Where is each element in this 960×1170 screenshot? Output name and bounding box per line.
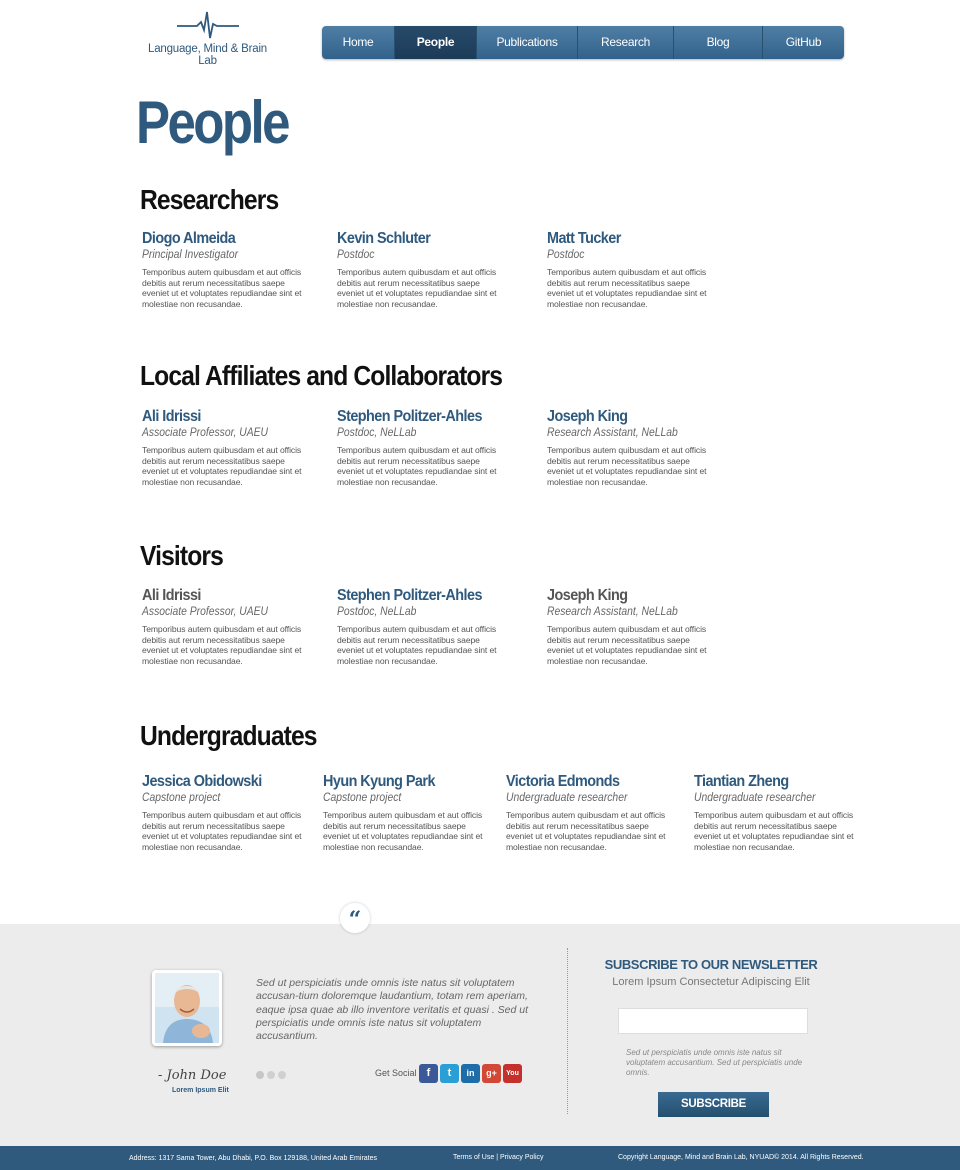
person-bio: Temporibus autem quibusdam et aut officis debitis aut rerum necessitatibus saepe eveniet ut et voluptates repudiandae sint et molestiae non recusandae. [547, 624, 707, 666]
person-card [142, 230, 322, 309]
person-name[interactable]: Kevin Schluter [337, 230, 431, 247]
pager-dot[interactable] [256, 1071, 264, 1079]
newsletter-note: Sed ut perspiciatis unde omnis iste natus sit voluptatem accusantium. Sed ut perspiciatis unde omnis. [626, 1048, 803, 1077]
person-card [142, 408, 322, 487]
testimonial-avatar-icon [155, 973, 219, 1043]
section-title-undergraduates: Undergraduates [140, 720, 317, 751]
logo[interactable] [140, 10, 275, 65]
nav-people[interactable]: People [395, 26, 477, 59]
section-title-researchers: Researchers [140, 184, 279, 215]
person-role: Associate Professor, UAEU [142, 427, 268, 439]
person-name[interactable]: Ali Idrissi [142, 408, 201, 425]
testimonial-text: Sed ut perspiciatis unde omnis iste natus sit voluptatem accusan-tium doloremque laudantium, totam rem aperiam, eaque ipsa quae ab illo inventore veritatis et quasi . Sed ut perspiciatis unde omnis iste natus sit voluptatem accusantium. [256, 977, 529, 1043]
person-card [142, 587, 322, 666]
testimonial-pager [256, 1071, 286, 1079]
testimonial-signature: - John Doe [158, 1068, 227, 1083]
person-bio: Temporibus autem quibusdam et aut officis debitis aut rerum necessitatibus saepe eveniet ut et voluptates repudiandae sint et molestiae non recusandae. [337, 267, 497, 309]
person-name[interactable]: Matt Tucker [547, 230, 621, 247]
footer-links [453, 1154, 544, 1161]
pager-dot[interactable] [278, 1071, 286, 1079]
footer-link-separator: | [496, 1154, 499, 1161]
person-card [337, 587, 517, 666]
person-role: Postdoc [547, 249, 585, 261]
heartbeat-logo-icon [177, 10, 239, 40]
person-bio: Temporibus autem quibusdam et aut officis debitis aut rerum necessitatibus saepe eveniet ut et voluptates repudiandae sint et molestiae non recusandae. [694, 810, 854, 852]
newsletter-title: SUBSCRIBE TO OUR NEWSLETTER [604, 957, 818, 972]
person-bio: Temporibus autem quibusdam et aut officis debitis aut rerum necessitatibus saepe eveniet ut et voluptates repudiandae sint et molestiae non recusandae. [547, 267, 707, 309]
person-role: Postdoc, NeLLab [337, 606, 417, 618]
avatar [152, 970, 222, 1046]
nav-home[interactable]: Home [322, 26, 395, 59]
footer-copyright: Copyright Language, Mind and Brain Lab, NYUAD© 2014. All Rights Reserved. [618, 1154, 864, 1161]
person-card [547, 408, 727, 487]
nav-github[interactable]: GitHub [785, 35, 822, 49]
person-name[interactable]: Stephen Politzer-Ahles [337, 408, 482, 425]
person-bio: Temporibus autem quibusdam et aut officis debitis aut rerum necessitatibus saepe eveniet ut et voluptates repudiandae sint et molestiae non recusandae. [337, 624, 497, 666]
person-name[interactable]: Victoria Edmonds [506, 773, 620, 790]
linkedin-icon[interactable]: in [461, 1064, 480, 1083]
person-card [547, 587, 727, 666]
testimonial-signature-subtitle: Lorem Ipsum Elit [172, 1087, 229, 1094]
main-nav [322, 26, 844, 59]
subscribe-button[interactable]: SUBSCRIBE [658, 1092, 769, 1117]
person-name[interactable]: Jessica Obidowski [142, 773, 262, 790]
person-name[interactable]: Joseph King [547, 587, 628, 604]
facebook-icon[interactable]: f [419, 1064, 438, 1083]
person-name[interactable]: Joseph King [547, 408, 628, 425]
twitter-icon[interactable]: t [440, 1064, 459, 1083]
person-card [337, 408, 517, 487]
nav-blog[interactable]: Blog [674, 26, 763, 59]
person-role: Capstone project [323, 792, 402, 804]
bottom-bar [0, 1146, 960, 1170]
person-bio: Temporibus autem quibusdam et aut officis debitis aut rerum necessitatibus saepe eveniet ut et voluptates repudiandae sint et molestiae non recusandae. [142, 810, 302, 852]
footer-address: Address: 1317 Sama Tower, Abu Dhabi, P.O. Box 129188, United Arab Emirates [129, 1155, 378, 1162]
person-card [547, 230, 727, 309]
person-card [323, 773, 503, 852]
person-bio: Temporibus autem quibusdam et aut officis debitis aut rerum necessitatibus saepe eveniet ut et voluptates repudiandae sint et molestiae non recusandae. [547, 445, 707, 487]
person-name[interactable]: Ali Idrissi [142, 587, 201, 604]
person-name[interactable]: Tiantian Zheng [694, 773, 789, 790]
person-role: Associate Professor, UAEU [142, 606, 268, 618]
footer-divider [567, 948, 568, 1114]
person-bio: Temporibus autem quibusdam et aut officis debitis aut rerum necessitatibus saepe eveniet ut et voluptates repudiandae sint et molestiae non recusandae. [323, 810, 483, 852]
person-card [142, 773, 322, 852]
get-social-label: Get Social [375, 1068, 417, 1078]
social-links [419, 1064, 522, 1083]
newsletter-subtitle: Lorem Ipsum Consectetur Adipiscing Elit [612, 976, 810, 988]
person-bio: Temporibus autem quibusdam et aut officis debitis aut rerum necessitatibus saepe eveniet ut et voluptates repudiandae sint et molestiae non recusandae. [142, 624, 302, 666]
privacy-link[interactable]: Privacy Policy [499, 1154, 544, 1161]
person-role: Postdoc, NeLLab [337, 427, 417, 439]
section-title-visitors: Visitors [140, 540, 223, 571]
section-title-affiliates: Local Affiliates and Collaborators [140, 360, 503, 391]
person-role: Postdoc [337, 249, 375, 261]
person-name[interactable]: Diogo Almeida [142, 230, 236, 247]
nav-research[interactable]: Research [578, 26, 674, 59]
person-card [694, 773, 874, 852]
pager-dot[interactable] [267, 1071, 275, 1079]
person-bio: Temporibus autem quibusdam et aut officis debitis aut rerum necessitatibus saepe eveniet ut et voluptates repudiandae sint et molestiae non recusandae. [142, 445, 302, 487]
person-role: Research Assistant, NeLLab [547, 427, 678, 439]
person-role: Research Assistant, NeLLab [547, 606, 678, 618]
logo-text: Language, Mind & Brain Lab [148, 43, 267, 67]
person-card [506, 773, 686, 852]
person-card [337, 230, 517, 309]
person-role: Undergraduate researcher [506, 792, 628, 804]
terms-link[interactable]: Terms of Use [453, 1154, 495, 1161]
person-role: Capstone project [142, 792, 221, 804]
person-name[interactable]: Hyun Kyung Park [323, 773, 435, 790]
person-bio: Temporibus autem quibusdam et aut officis debitis aut rerum necessitatibus saepe eveniet ut et voluptates repudiandae sint et molestiae non recusandae. [337, 445, 497, 487]
page-title: People [136, 89, 288, 156]
google-plus-icon[interactable]: g+ [482, 1064, 501, 1083]
person-bio: Temporibus autem quibusdam et aut officis debitis aut rerum necessitatibus saepe eveniet ut et voluptates repudiandae sint et molestiae non recusandae. [506, 810, 666, 852]
quote-icon: “ [340, 903, 370, 933]
person-name[interactable]: Stephen Politzer-Ahles [337, 587, 482, 604]
youtube-icon[interactable]: You [503, 1064, 522, 1083]
nav-publications[interactable]: Publications [477, 26, 578, 59]
person-role: Undergraduate researcher [694, 792, 816, 804]
person-role: Principal Investigator [142, 249, 239, 261]
person-bio: Temporibus autem quibusdam et aut officis debitis aut rerum necessitatibus saepe eveniet ut et voluptates repudiandae sint et molestiae non recusandae. [142, 267, 302, 309]
newsletter-email-input[interactable] [618, 1008, 808, 1034]
